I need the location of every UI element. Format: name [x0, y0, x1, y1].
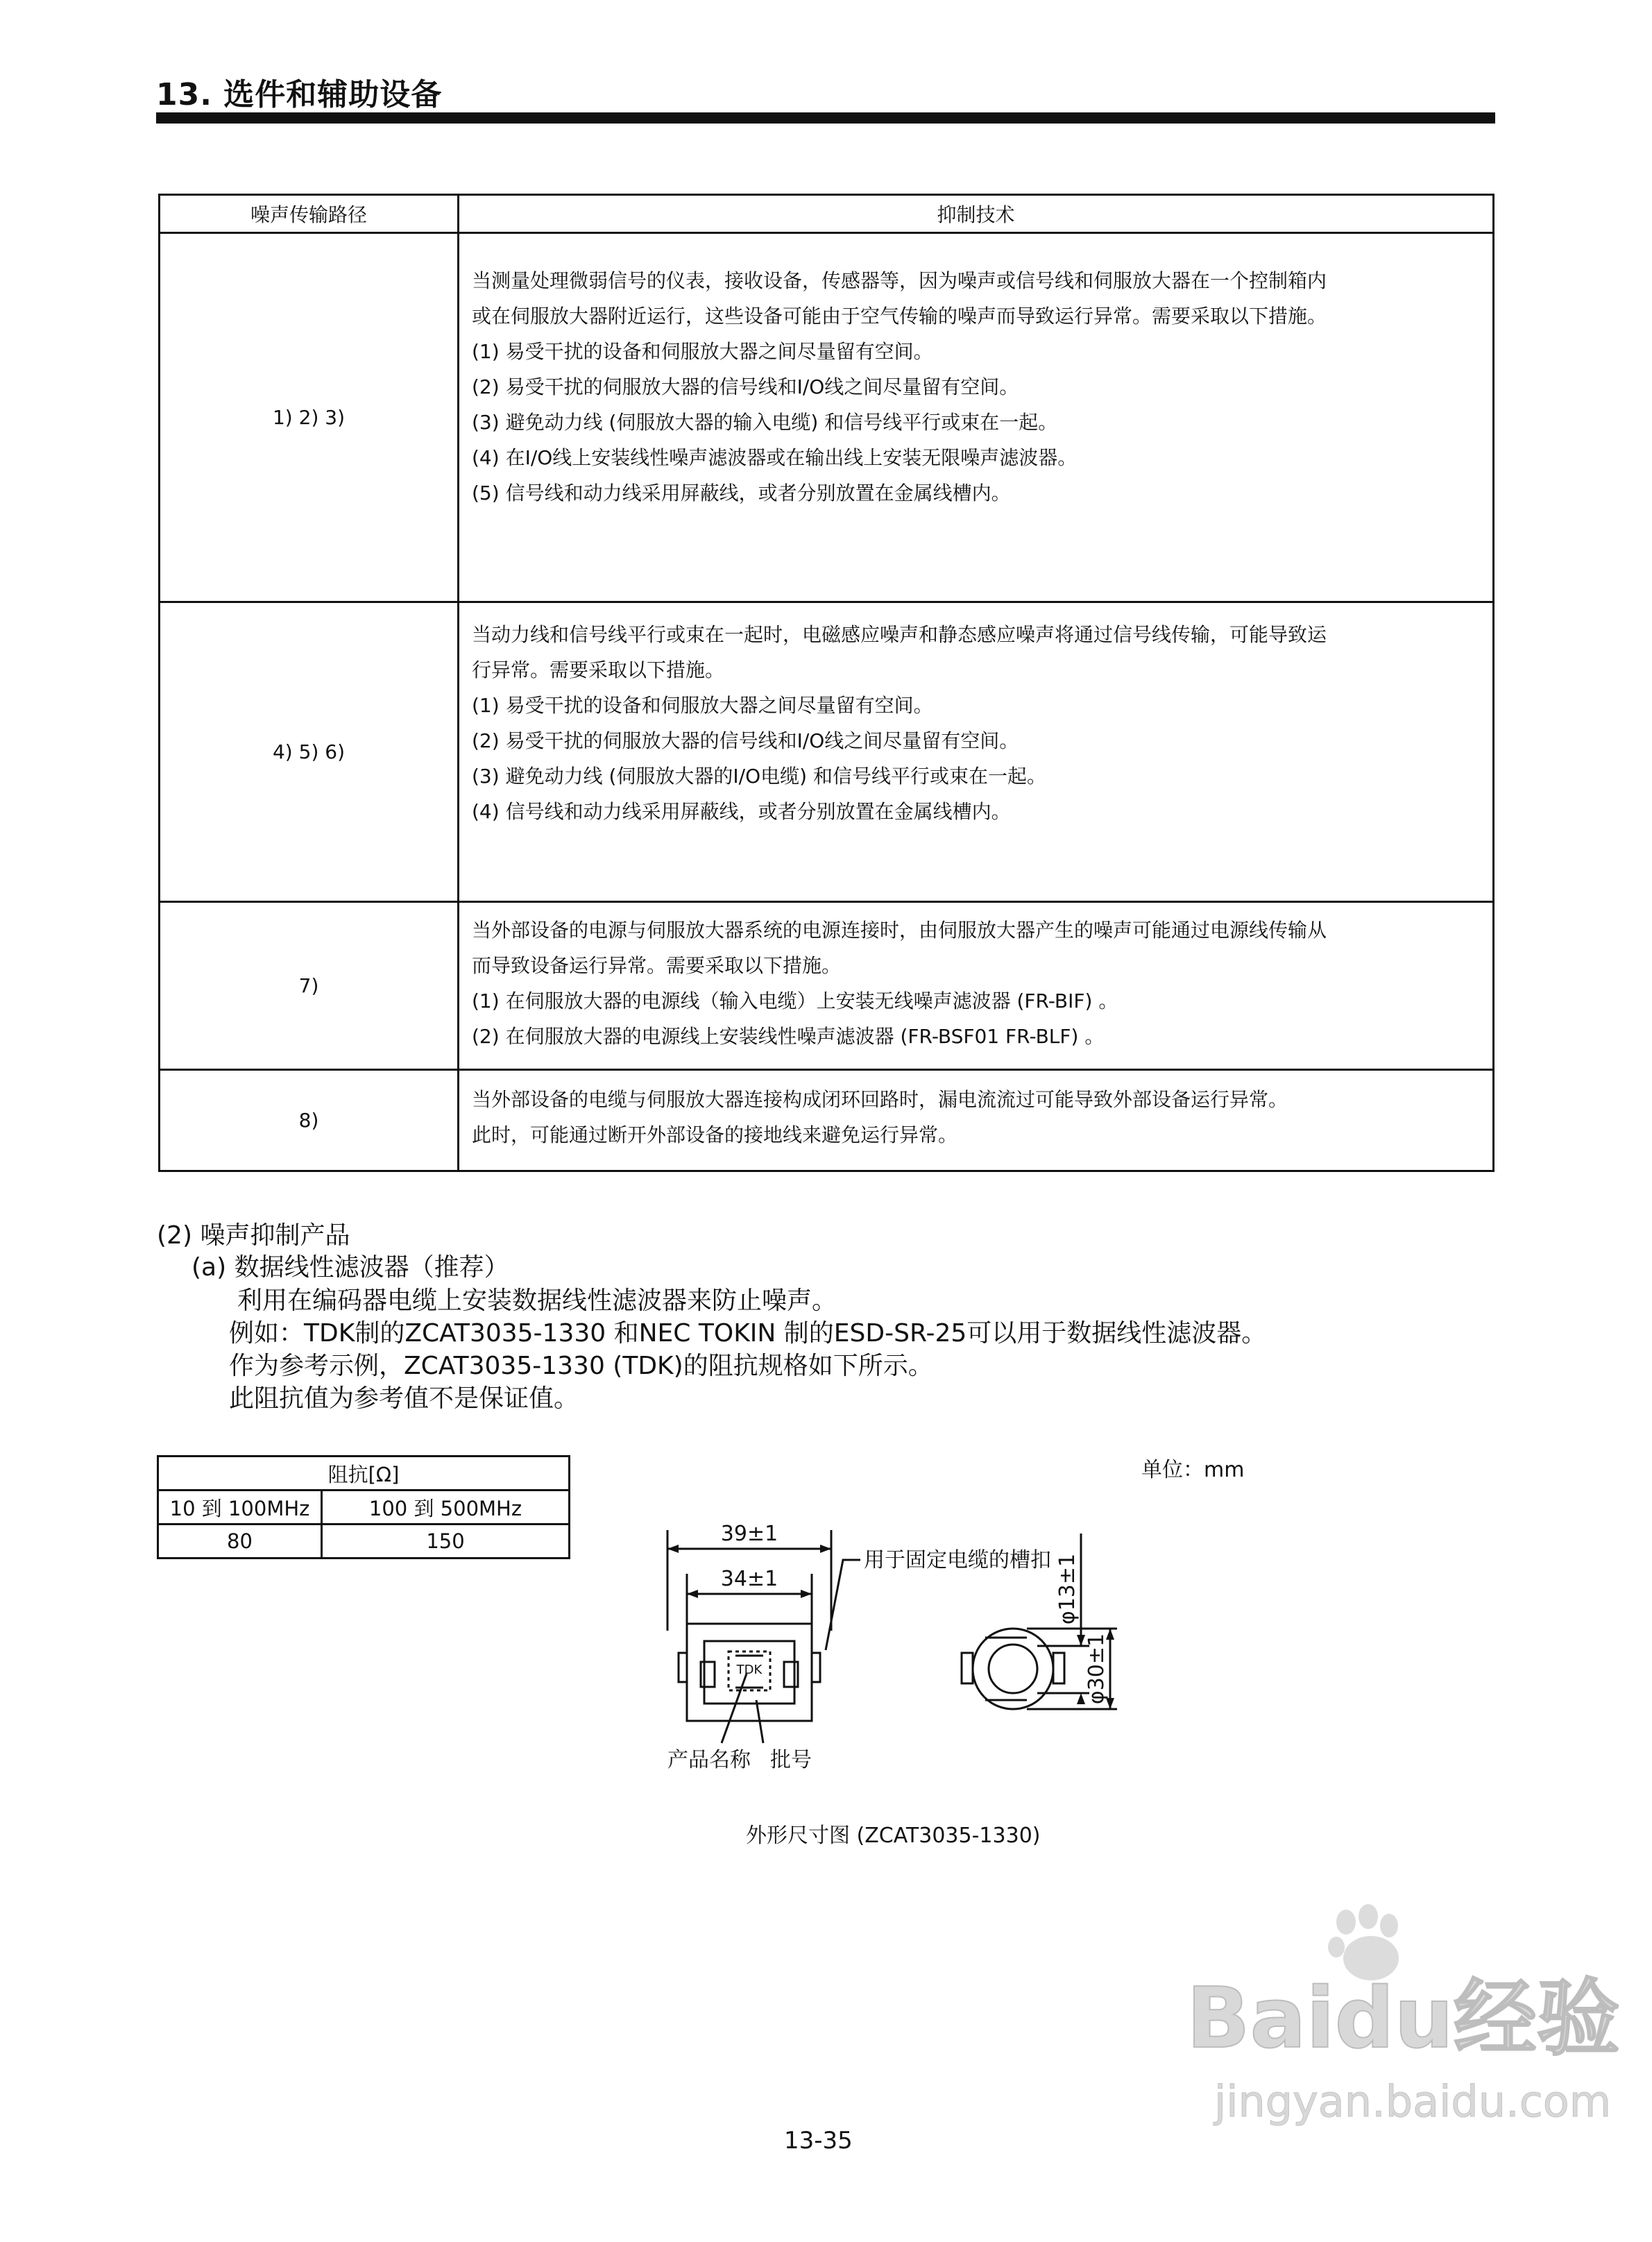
table-header-row	[160, 195, 1494, 233]
dim-inner-label: 34±1	[720, 1567, 778, 1591]
lot-number-label: 批号	[770, 1748, 812, 1772]
section-paragraph: 例如：TDK制的ZCAT3035-1330 和NEC TOKIN 制的ESD-SR-25可以用于数据线性滤波器。	[229, 1319, 1267, 1348]
impedance-value: 80	[158, 1525, 322, 1559]
technique-line: (2) 易受干扰的伺服放大器的信号线和I/O线之间尽量留有空间。	[472, 729, 1019, 752]
column-header-technique: 抑制技术	[459, 195, 1494, 233]
section-paragraph: 利用在编码器电缆上安装数据线性滤波器来防止噪声。	[237, 1286, 837, 1315]
technique-line: (4) 在I/O线上安装线性噪声滤波器或在输出线上安装无限噪声滤波器。	[472, 446, 1078, 469]
technique-line: 或在伺服放大器附近运行，这些设备可能由于空气传输的噪声而导致运行异常。需要采取以下措施。	[472, 305, 1327, 328]
impedance-title: 阻抗[Ω]	[158, 1457, 570, 1491]
technique-line: 当外部设备的电源与伺服放大器系统的电源连接时，由伺服放大器产生的噪声可能通过电源线传输从	[472, 919, 1327, 942]
section-paragraph: 作为参考示例，ZCAT3035-1330 (TDK)的阻抗规格如下所示。	[229, 1352, 933, 1380]
impedance-value: 150	[322, 1525, 570, 1559]
technique-cell	[459, 902, 1494, 1070]
technique-line: (1) 易受干扰的设备和伺服放大器之间尽量留有空间。	[472, 340, 933, 363]
diagram-caption: 外形尺寸图 (ZCAT3035-1330)	[746, 1824, 1041, 1848]
technique-line: 行异常。需要采取以下措施。	[472, 659, 725, 681]
route-cell: 1) 2) 3)	[160, 233, 459, 602]
column-header-route: 噪声传输路径	[160, 195, 459, 233]
technique-line: (1) 易受干扰的设备和伺服放大器之间尽量留有空间。	[472, 694, 933, 717]
technique-line: (3) 避免动力线 (伺服放大器的I/O电缆) 和信号线平行或束在一起。	[472, 765, 1046, 788]
technique-cell	[459, 233, 1494, 602]
technique-line: (4) 信号线和动力线采用屏蔽线，或者分别放置在金属线槽内。	[472, 800, 1011, 823]
technique-line: (1) 在伺服放大器的电源线（输入电缆）上安装无线噪声滤波器 (FR-BIF) 。	[472, 990, 1118, 1012]
product-name-label: 产品名称	[667, 1748, 751, 1772]
section-subheading: (a) 数据线性滤波器（推荐）	[191, 1253, 509, 1282]
route-cell: 4) 5) 6)	[160, 602, 459, 902]
table-row	[160, 902, 1494, 1070]
table-row	[160, 1070, 1494, 1171]
technique-line: (2) 在伺服放大器的电源线上安装线性噪声滤波器 (FR-BSF01 FR-BLF) 。	[472, 1025, 1105, 1048]
section-paragraph: 此阻抗值为参考值不是保证值。	[229, 1384, 579, 1413]
impedance-column-header: 100 到 500MHz	[322, 1491, 570, 1525]
impedance-table	[157, 1455, 570, 1559]
table-row	[160, 233, 1494, 602]
technique-line: (5) 信号线和动力线采用屏蔽线，或者分别放置在金属线槽内。	[472, 482, 1011, 504]
dim-outer-label: 39±1	[720, 1522, 778, 1546]
technique-line: 当外部设备的电缆与伺服放大器连接构成闭环回路时，漏电流流过可能导致外部设备运行异常。	[472, 1088, 1288, 1111]
inner-diameter-label: φ13±1	[1055, 1553, 1080, 1625]
dimension-drawing	[624, 1492, 1249, 1783]
route-cell: 8)	[160, 1070, 459, 1171]
watermark-brand: Baidu经验	[1186, 1971, 1620, 2067]
filter-end-view	[962, 1629, 1064, 1709]
section-heading: (2) 噪声抑制产品	[157, 1221, 350, 1250]
route-cell: 7)	[160, 902, 459, 1070]
baidu-watermark	[1173, 1894, 1620, 2144]
technique-cell	[459, 602, 1494, 902]
technique-line: (2) 易受干扰的伺服放大器的信号线和I/O线之间尽量留有空间。	[472, 375, 1019, 398]
clip-label: 用于固定电缆的槽扣	[864, 1548, 1051, 1572]
unit-label: 单位：mm	[1141, 1458, 1245, 1482]
impedance-column-header: 10 到 100MHz	[158, 1491, 322, 1525]
technique-line: (3) 避免动力线 (伺服放大器的输入电缆) 和信号线平行或束在一起。	[472, 411, 1058, 434]
watermark-url: jingyan.baidu.com	[1214, 2076, 1612, 2127]
paw-icon	[1328, 1904, 1399, 1980]
tdk-logo-text: TDK	[736, 1663, 763, 1677]
technique-line: 而导致设备运行异常。需要采取以下措施。	[472, 954, 842, 977]
technique-line: 当动力线和信号线平行或束在一起时，电磁感应噪声和静态感应噪声将通过信号线传输，可能导致运	[472, 623, 1327, 646]
page-title: 13. 选件和辅助设备	[156, 77, 443, 112]
table-row	[160, 602, 1494, 902]
noise-suppression-table	[158, 194, 1495, 1172]
technique-line: 当测量处理微弱信号的仪表，接收设备，传感器等，因为噪声或信号线和伺服放大器在一个控制箱内	[472, 269, 1327, 292]
outer-diameter-label: φ30±1	[1084, 1633, 1109, 1705]
technique-cell	[459, 1070, 1494, 1171]
title-rule	[156, 112, 1495, 124]
page-number: 13-35	[784, 2127, 853, 2155]
technique-line: 此时，可能通过断开外部设备的接地线来避免运行异常。	[472, 1123, 958, 1146]
